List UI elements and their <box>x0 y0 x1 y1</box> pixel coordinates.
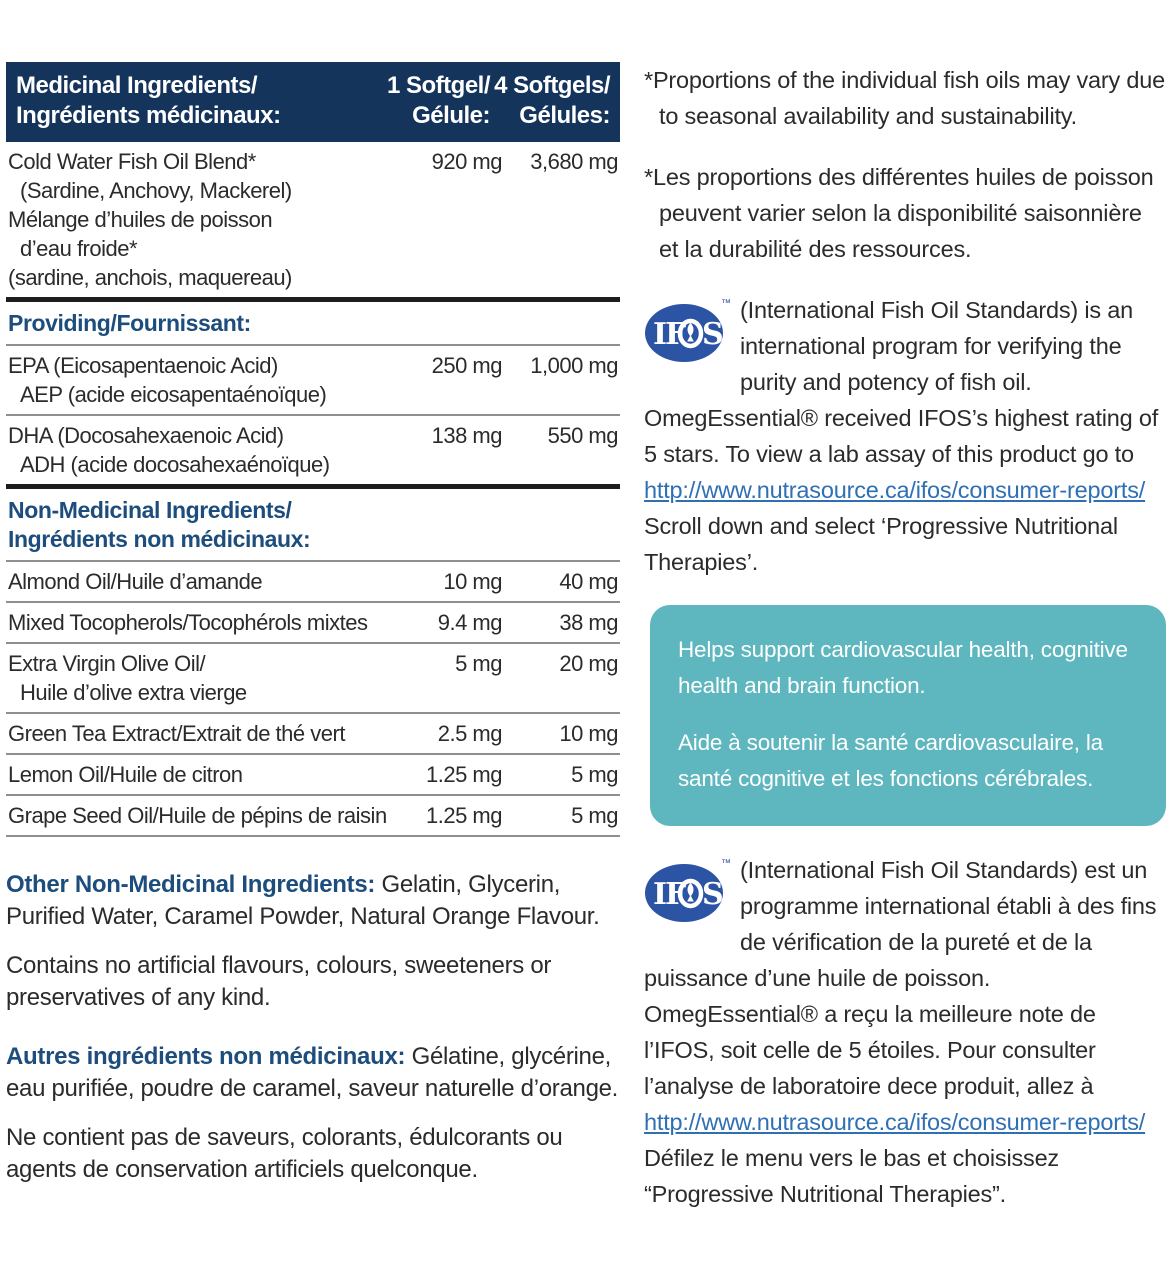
amount-per-softgel: 5 mg <box>455 651 502 676</box>
contains-statement-en <box>6 950 620 1014</box>
ingredient-row <box>6 755 620 794</box>
ingredient-name-line: Cold Water Fish Oil Blend* <box>8 149 256 174</box>
amount-per-softgel: 9.4 mg <box>437 610 502 635</box>
footnote-en <box>644 62 1166 134</box>
section-heading <box>6 302 620 344</box>
svg-text:IF: IF <box>653 317 685 352</box>
ifos-paragraph-fr <box>644 852 1166 1212</box>
section-heading-line: Non-Medicinal Ingredients/ <box>8 497 292 523</box>
section-heading-line: Providing/Fournissant: <box>8 310 251 336</box>
ifos-text: (International Fish Oil Standards) est un programme international établi à des fins de vérification de la pureté et de la puissance d’une huile de poisson. OmegEssential® a reçu la meilleure note de l’IFOS, soit celle de 5 étoiles. Pour consulter l’analyse de laboratoire dece produit, allez à <box>644 857 1157 1099</box>
ifos-text: Défilez le menu vers le bas et choisissez “Progressive Nutritional Therapies”. <box>644 1145 1059 1207</box>
ingredient-name <box>8 760 410 789</box>
ingredient-name-line: ADH (acide docosahexaénoïque) <box>20 452 330 477</box>
ingredient-name-line: Grape Seed Oil/Huile de pépins de raisin <box>8 803 387 828</box>
health-claim-box <box>650 605 1166 826</box>
section-heading <box>6 489 620 560</box>
ingredient-name-line: AEP (acide eicosapentaénoïque) <box>20 382 327 407</box>
amount-per-softgel: 1.25 mg <box>426 762 502 787</box>
ifos-logo <box>644 295 730 365</box>
amount-per-4-softgels: 20 mg <box>559 651 618 676</box>
ingredient-name <box>8 649 410 707</box>
ingredients-table <box>6 142 620 837</box>
amount-per-softgel: 2.5 mg <box>437 721 502 746</box>
ingredient-name-line: DHA (Docosahexaenoic Acid) <box>8 423 284 448</box>
ifos-text: Scroll down and select ‘Progressive Nutritional Therapies’. <box>644 513 1118 575</box>
ifos-text: (International Fish Oil Standards) is an international program for verifying the purity and potency of fish oil. OmegEssential® received IFOS’s highest rating of 5 stars. To view a lab assay of this product go to <box>644 297 1159 467</box>
amount-per-4-softgels: 550 mg <box>547 423 618 448</box>
other-ingredients-en <box>6 869 620 933</box>
ifos-logo <box>644 855 730 925</box>
nutrasource-link-en[interactable]: http://www.nutrasource.ca/ifos/consumer-reports/ <box>644 477 1146 503</box>
paragraph-text: Gelatin, Glycerin, Purified Water, Caramel Powder, Natural Orange Flavour. <box>6 871 600 930</box>
table-header-per-1-softgel <box>386 71 490 131</box>
paragraph-text: Ne contient pas de saveurs, colorants, édulcorants ou agents de conservation artificiels quelconque. <box>6 1124 563 1183</box>
ingredient-row <box>6 346 620 414</box>
ingredient-name-line: Green Tea Extract/Extrait de thé vert <box>8 721 345 746</box>
paragraph-text: Gélatine, glycérine, eau purifiée, poudre de caramel, saveur naturelle d’orange. <box>6 1043 619 1102</box>
svg-text:IF: IF <box>653 877 685 912</box>
table-header-line: 4 Softgels/ <box>494 72 610 99</box>
ingredient-row <box>6 142 620 297</box>
ingredient-name-line: d’eau froide* <box>20 236 138 261</box>
ingredient-name-line: EPA (Eicosapentaenoic Acid) <box>8 353 278 378</box>
amount-per-4-softgels: 5 mg <box>571 762 618 787</box>
amount-per-4-softgels: 10 mg <box>559 721 618 746</box>
asterisk: * <box>644 164 653 190</box>
table-header-line: Gélules: <box>519 102 610 129</box>
divider <box>6 835 620 837</box>
ingredient-name-line: Extra Virgin Olive Oil/ <box>8 651 206 676</box>
ingredient-name <box>8 608 410 637</box>
amount-per-softgel: 10 mg <box>443 569 502 594</box>
ingredient-name <box>8 147 410 292</box>
ingredient-row <box>6 714 620 753</box>
paragraph-lead: Other Non-Medicinal Ingredients: <box>6 871 376 898</box>
amount-per-softgel: 920 mg <box>431 149 502 174</box>
amount-per-softgel: 1.25 mg <box>426 803 502 828</box>
ingredient-name-line: Huile d’olive extra vierge <box>20 680 247 705</box>
amount-per-softgel: 250 mg <box>431 353 502 378</box>
svg-text:S: S <box>702 317 724 352</box>
other-ingredients-fr <box>6 1041 620 1105</box>
ingredient-row <box>6 562 620 601</box>
amount-per-softgel: 138 mg <box>431 423 502 448</box>
paragraph-text: Contains no artificial flavours, colours, sweeteners or preservatives of any kind. <box>6 952 552 1011</box>
ingredient-name-line: Lemon Oil/Huile de citron <box>8 762 243 787</box>
table-header-per-4-softgels <box>490 71 610 131</box>
paragraph-lead: Autres ingrédients non médicinaux: <box>6 1043 406 1070</box>
ifos-paragraph-en <box>644 292 1166 580</box>
table-header-medicinal <box>16 71 386 131</box>
ingredient-name <box>8 421 410 479</box>
amount-per-4-softgels: 5 mg <box>571 803 618 828</box>
info-panel <box>644 62 1166 1212</box>
amount-per-4-softgels: 40 mg <box>559 569 618 594</box>
footnote-text: Proportions of the individual fish oils may vary due to seasonal availability and sustainability. <box>652 67 1166 129</box>
ingredient-name <box>8 567 410 596</box>
table-header-line: Medicinal Ingredients/ <box>16 72 258 99</box>
ingredient-name-line: Mélange d’huiles de poisson <box>8 207 273 232</box>
ingredient-name <box>8 351 410 409</box>
ingredients-panel <box>6 62 620 1186</box>
table-header-line: Gélule: <box>412 102 490 129</box>
ingredient-row <box>6 644 620 712</box>
ingredient-row <box>6 416 620 484</box>
amount-per-4-softgels: 38 mg <box>559 610 618 635</box>
ingredient-row <box>6 603 620 642</box>
table-header-line: 1 Softgel/ <box>386 72 490 99</box>
footnote-text: Les proportions des différentes huiles de poisson peuvent varier selon la disponibilité saisonnière et la durabilité des ressources. <box>652 164 1154 262</box>
ingredient-name-line: Mixed Tocopherols/Tocophérols mixtes <box>8 610 368 635</box>
section-heading-line: Ingrédients non médicinaux: <box>8 526 311 552</box>
amount-per-4-softgels: 1,000 mg <box>530 353 618 378</box>
ingredient-row <box>6 796 620 835</box>
ingredient-name <box>8 719 410 748</box>
svg-text:™: ™ <box>721 298 730 309</box>
health-claim-fr: Aide à soutenir la santé cardiovasculaire, la santé cognitive et les fonctions cérébrales. <box>678 730 1103 791</box>
ingredient-name <box>8 801 410 830</box>
ingredient-name-line: (sardine, anchois, maquereau) <box>8 265 292 290</box>
contains-statement-fr <box>6 1122 620 1186</box>
asterisk: * <box>644 67 653 93</box>
table-header <box>6 62 620 142</box>
amount-per-4-softgels: 3,680 mg <box>530 149 618 174</box>
table-header-line: Ingrédients médicinaux: <box>16 102 281 129</box>
ingredient-name-line: (Sardine, Anchovy, Mackerel) <box>20 178 292 203</box>
nutrasource-link-fr[interactable]: http://www.nutrasource.ca/ifos/consumer-reports/ <box>644 1109 1146 1135</box>
health-claim-en: Helps support cardiovascular health, cognitive health and brain function. <box>678 637 1128 698</box>
svg-text:S: S <box>702 877 724 912</box>
footnote-fr <box>644 159 1166 267</box>
svg-text:™: ™ <box>721 858 730 869</box>
ingredient-name-line: Almond Oil/Huile d’amande <box>8 569 263 594</box>
